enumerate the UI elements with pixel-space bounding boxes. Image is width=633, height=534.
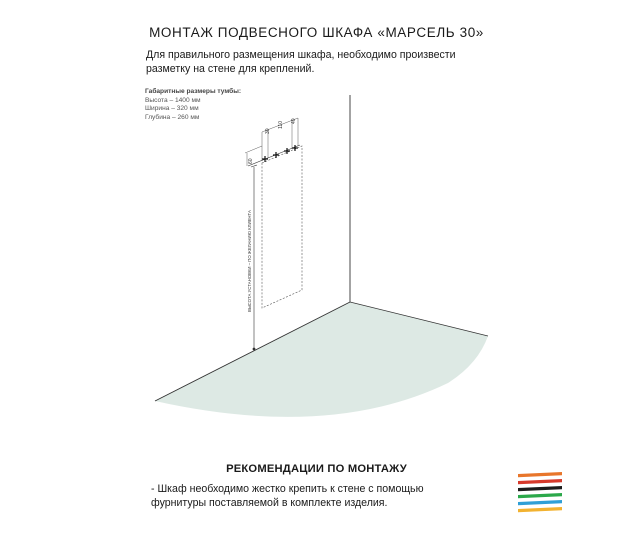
logo-stripe	[518, 479, 562, 484]
logo-stripe	[518, 472, 562, 477]
recommendations-text: - Шкаф необходимо жестко крепить к стене с помощью фурнитуры поставляемой в комплекте изделия.	[151, 483, 424, 509]
recommendations-heading: РЕКОМЕНДАЦИИ ПО МОНТАЖУ	[226, 463, 407, 475]
floor-area	[155, 302, 488, 417]
cabinet-outline	[262, 146, 302, 308]
dimension-height: Высота – 1400 мм	[145, 96, 201, 104]
logo-stripe	[518, 500, 562, 505]
brand-logo	[517, 469, 563, 515]
dimension-depth: Глубина – 260 мм	[145, 114, 200, 122]
page-title: МОНТАЖ ПОДВЕСНОГО ШКАФА «МАРСЕЛЬ 30»	[149, 25, 484, 40]
logo-stripe	[518, 507, 562, 512]
top-dim-label: 30	[265, 128, 271, 134]
logo-stripe	[518, 493, 562, 498]
height-dim-endpoint	[253, 348, 256, 351]
side-offset-label: 60	[248, 158, 254, 164]
dimension-width: Ширина – 320 мм	[145, 105, 199, 113]
dimensions-heading: Габаритные размеры тумбы:	[145, 88, 242, 95]
intro-text: Для правильного размещения шкафа, необходимо произвести разметку на стене для креплений.	[146, 49, 456, 75]
fastener-marks	[262, 145, 298, 162]
top-dim-label: 110	[278, 121, 284, 129]
install-height-label: ВЫСОТА УСТАНОВКИ – ПО ЖЕЛАНИЮ КЛИЕНТА	[247, 210, 252, 312]
logo-stripe	[518, 486, 562, 491]
top-dim-label: 40	[291, 118, 297, 124]
